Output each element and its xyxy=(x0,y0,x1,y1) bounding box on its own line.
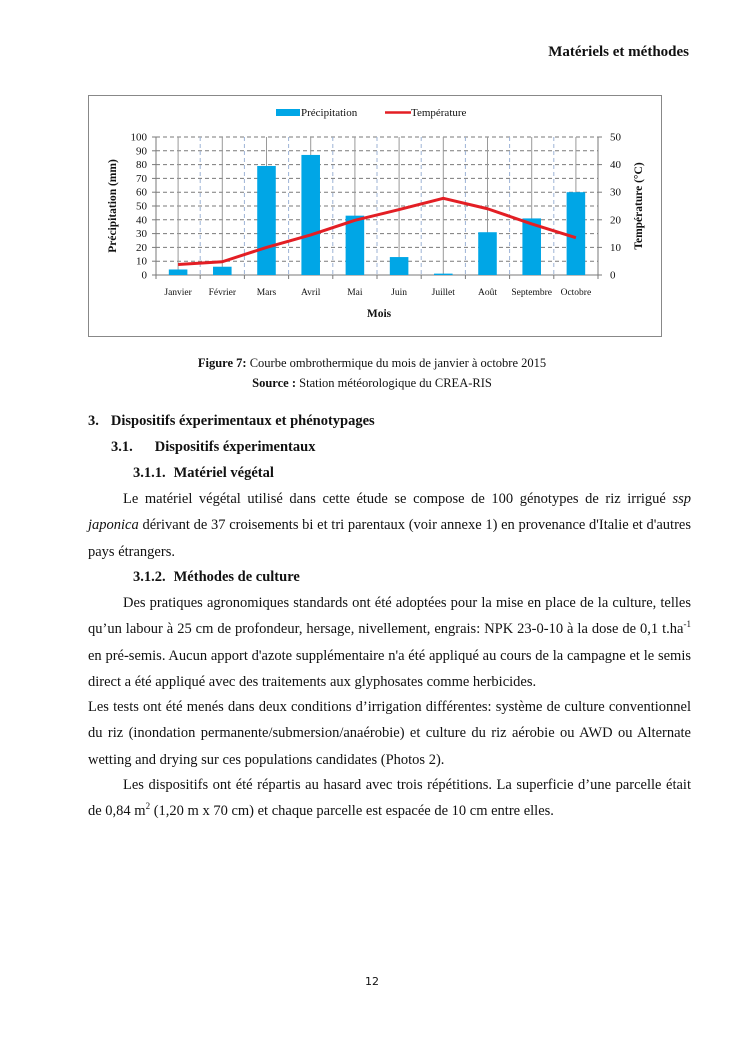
paragraph-methodes xyxy=(88,590,691,695)
x-tick-label: Février xyxy=(208,288,237,298)
heading-3-1 xyxy=(111,439,315,456)
heading-number: 3.1.2. xyxy=(133,569,166,585)
legend-temperature-label: Température xyxy=(411,107,467,119)
y2-tick-label: 0 xyxy=(610,269,616,282)
y-tick-label: 70 xyxy=(136,172,147,185)
precipitation-bar xyxy=(301,155,320,275)
text-run: Des pratiques agronomiques standards ont été adoptées pour la mise en place de la culture, telles qu’un labour à 25 cm de profondeur, hersage, nivellement, engrais: NPK 23-0-10 à la dose de 0,1 t.ha xyxy=(88,595,691,638)
source-text: Station météorologique du CREA-RIS xyxy=(296,376,492,390)
caption-text: Courbe ombrothermique du mois de janvier à octobre 2015 xyxy=(246,356,547,370)
ombrothermic-chart xyxy=(88,95,662,337)
figure-caption xyxy=(0,356,744,371)
x-tick-label: Avril xyxy=(301,288,321,298)
x-tick-label: Janvier xyxy=(164,288,192,298)
x-tick-label: Octobre xyxy=(560,288,592,298)
text-run: Les dispositifs ont été répartis au hasard avec trois répétitions. La superficie d’une parcelle était de 0,84 m xyxy=(88,777,691,820)
y-tick-label: 10 xyxy=(136,255,147,268)
source-label: Source : xyxy=(252,376,297,390)
superscript: -1 xyxy=(683,619,691,630)
heading-title: Méthodes de culture xyxy=(173,569,300,585)
figure-source xyxy=(0,376,744,391)
y2-tick-label: 40 xyxy=(610,159,621,172)
y-tick-label: 60 xyxy=(136,186,147,199)
x-tick-label: Août xyxy=(478,288,497,298)
legend-precipitation-swatch xyxy=(276,109,300,116)
paragraph-dispositifs xyxy=(88,772,691,825)
y2-tick-label: 20 xyxy=(610,214,621,227)
heading-3-1-2 xyxy=(133,569,300,586)
precipitation-bar xyxy=(390,257,409,275)
precipitation-bar xyxy=(213,267,232,275)
precipitation-bar xyxy=(434,274,453,275)
legend-precipitation-label: Précipitation xyxy=(301,107,358,119)
y-tick-label: 40 xyxy=(136,214,147,227)
paragraph-materiel xyxy=(88,486,691,565)
y2-axis-title: Température (°C) xyxy=(633,162,645,250)
x-tick-label: Juin xyxy=(391,288,408,298)
text-run: dérivant de 37 croisements bi et tri parentaux (voir annexe 1) en provenance d'Italie et d'autres pays étrangers. xyxy=(88,517,691,560)
precipitation-bar xyxy=(346,216,365,275)
page-number: 12 xyxy=(365,975,379,988)
paragraph-tests: Les tests ont été menés dans deux conditions d’irrigation différentes: système de culture conventionnel du riz (inondation permanente/submersion/anaérobie) et culture du riz aérobie ou AWD ou Alternate wetting and drying sur ces populations candidates (Photos 2). xyxy=(88,699,691,768)
precipitation-bar xyxy=(169,269,188,275)
heading-number: 3. xyxy=(88,413,99,429)
y2-tick-label: 50 xyxy=(610,131,621,144)
x-tick-label: Septembre xyxy=(511,288,553,298)
y-tick-label: 50 xyxy=(136,200,147,213)
precipitation-bar xyxy=(257,166,276,275)
heading-3 xyxy=(88,413,375,430)
text-run: Le matériel végétal utilisé dans cette étude se compose de 100 génotypes de riz irrigué xyxy=(123,491,673,507)
text-run: en pré-semis. Aucun apport d'azote supplémentaire n'a été appliqué au cours de la campagne et le semis direct a été appliqué avec des traitements aux glyphosates comme herbicides. xyxy=(88,647,691,690)
y-axis-title: Précipitation (mm) xyxy=(107,159,119,253)
x-tick-label: Juillet xyxy=(431,288,455,298)
chart-svg xyxy=(89,96,661,336)
y-tick-label: 100 xyxy=(130,131,147,144)
italic-species: ssp japonica xyxy=(88,491,691,534)
y-tick-label: 90 xyxy=(136,145,147,158)
precipitation-bar xyxy=(478,232,497,275)
heading-title: Dispositifs éxperimentaux xyxy=(154,439,316,455)
y-tick-label: 80 xyxy=(136,159,147,172)
heading-3-1-1 xyxy=(133,465,274,482)
precipitation-bar xyxy=(567,192,586,275)
x-axis-title: Mois xyxy=(366,308,392,320)
heading-number: 3.1.1. xyxy=(133,465,166,481)
heading-number: 3.1. xyxy=(111,439,133,455)
heading-title: Matériel végétal xyxy=(173,465,274,481)
y2-tick-label: 30 xyxy=(610,186,621,199)
y2-tick-label: 10 xyxy=(610,241,621,254)
y-tick-label: 30 xyxy=(136,228,147,241)
x-tick-label: Mars xyxy=(256,288,277,298)
superscript: 2 xyxy=(145,801,151,812)
running-header: Matériels et méthodes xyxy=(548,44,689,60)
heading-title: Dispositifs éxperimentaux et phénotypages xyxy=(110,413,375,429)
y-tick-label: 20 xyxy=(136,241,147,254)
text-run: (1,20 m x 70 cm) et chaque parcelle est espacée de 10 cm entre elles. xyxy=(150,803,554,820)
caption-label: Figure 7: xyxy=(197,356,247,370)
y-tick-label: 0 xyxy=(141,269,147,282)
x-tick-label: Mai xyxy=(347,288,363,298)
